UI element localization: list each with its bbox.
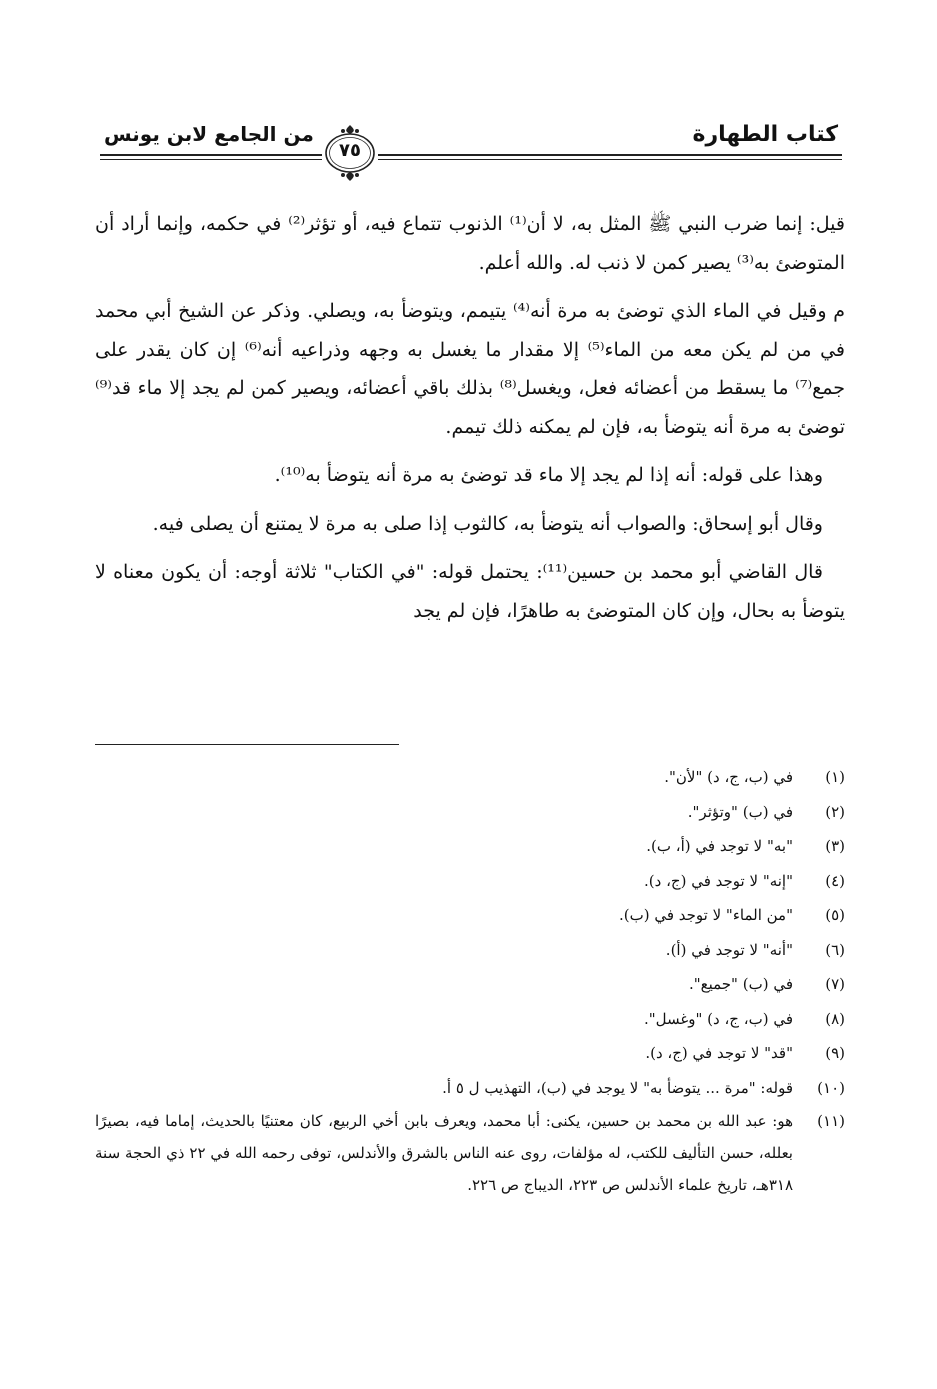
page-number-ornament (322, 122, 378, 182)
footnote-item (95, 933, 845, 968)
paragraph: م وقيل في الماء الذي توضئ به مرة أنه⁽⁴⁾ يتيمم، ويتوضأ به، ويصلي. وذكر عن الشيخ أبي محمد في من لم يكن معه من الماء⁽⁵⁾ إلا مقدار ما يغسل به وجهه وذراعيه أنه⁽⁶⁾ إن كان يقدر على جمع⁽⁷⁾ ما يسقط من أعضائه فعل، ويغسل⁽⁸⁾ بذلك باقي أعضائه، ويصير كمن لم يجد إلا ماء قد⁽⁹⁾ توضئ به مرة أنه يتوضأ به، فإن لم يمكنه ذلك تيمم. (95, 300, 845, 438)
footnote-number: (١٠) (817, 1078, 845, 1097)
footnote-text: قوله: "مرة ... يتوضأ به" لا يوجد في (ب)، التهذيب ل ٥ أ. (442, 1078, 793, 1097)
footnote-text: "أنه" لا توجد في (أ). (665, 940, 793, 959)
footnote-text: في (ب) "وتؤثر". (687, 802, 793, 821)
footnote-number: (٥) (825, 906, 845, 924)
paragraph: وقال أبو إسحاق: والصواب أنه يتوضأ به، كالثوب إذا صلى به مرة لا يمتنع أن يصلى فيه. (152, 512, 823, 535)
footnote-text: "من الماء" لا توجد في (ب). (618, 906, 793, 924)
paragraph: قيل: إنما ضرب النبي ﷺ المثل به، لا أن⁽¹⁾ الذنوب تتماع فيه، أو تؤثر⁽²⁾ في حكمه، وإنما أراد أن المتوضئ به⁽³⁾ يصير كمن لا ذنب له. والله أعلم. (95, 213, 845, 274)
footnote-item (95, 1105, 845, 1201)
footnote-item (95, 967, 845, 1002)
footnote-separator (95, 744, 399, 745)
footnote-number: (٨) (825, 1009, 845, 1028)
page-number: ٧٥ (339, 140, 361, 161)
footnote-number: (٧) (825, 975, 845, 993)
footnote-item (95, 864, 845, 899)
page-header (100, 118, 842, 188)
footnote-number: (٦) (825, 940, 845, 959)
footnotes (95, 760, 845, 1201)
footnote-item (95, 795, 845, 830)
footnote-number: (٢) (825, 802, 845, 821)
paragraph: قال القاضي أبو محمد بن حسين⁽¹¹⁾: يحتمل قوله: "في الكتاب" ثلاثة أوجه: أن يكون معناه لا يتوضأ به بحال، وإن كان المتوضئ به طاهرًا، فإن لم يجد (95, 561, 845, 622)
footnote-text: في (ب، ج، د) "وغسل". (643, 1009, 793, 1028)
footnote-item (95, 898, 845, 933)
paragraph: وهذا على قوله: أنه إذا لم يجد إلا ماء قد توضئ به مرة أنه يتوضأ به⁽¹⁰⁾. (274, 464, 823, 486)
footnote-text: هو: عبد الله بن محمد بن حسين، يكنى: أبا محمد، ويعرف بابن أخي الربيع، كان معتنيًا بالحديث، إماما فيه، بصيرًا بعلله، حسن التأليف للكتب، له مؤلفات، روى عنه الناس بالشرق والأندلس، توفى رحمه الله في ٢٢ ذي الحجة سنة ٣١٨هـ، تاريخ علماء الأندلس ص ٢٢٣، الديباج ص ٢٢٦. (95, 1112, 793, 1194)
footnote-number: (١١) (817, 1112, 845, 1130)
book-title: من الجامع لابن يونس (100, 122, 318, 146)
footnote-item (95, 760, 845, 795)
footnote-item (95, 1036, 845, 1071)
footnote-item (95, 829, 845, 864)
footnote-number: (٣) (825, 837, 845, 855)
footnote-text: في (ب) "جميع". (688, 975, 793, 993)
header-rule (100, 154, 842, 156)
footnote-text: "قد" لا توجد في (ج، د). (645, 1044, 793, 1062)
main-text (95, 205, 845, 640)
header-rule-thin (100, 159, 842, 160)
footnote-item (95, 1071, 845, 1106)
footnote-text: "به" لا توجد في (أ، ب). (646, 837, 793, 855)
book-section-title: كتاب الطهارة (689, 122, 842, 147)
footnote-number: (٤) (825, 871, 845, 890)
footnote-number: (١) (825, 768, 845, 786)
footnote-number: (٩) (825, 1044, 845, 1062)
footnote-item (95, 1002, 845, 1037)
footnote-text: في (ب، ج، د) "لأن". (664, 768, 793, 786)
footnote-text: "إنه" لا توجد في (ج، د). (644, 871, 793, 890)
